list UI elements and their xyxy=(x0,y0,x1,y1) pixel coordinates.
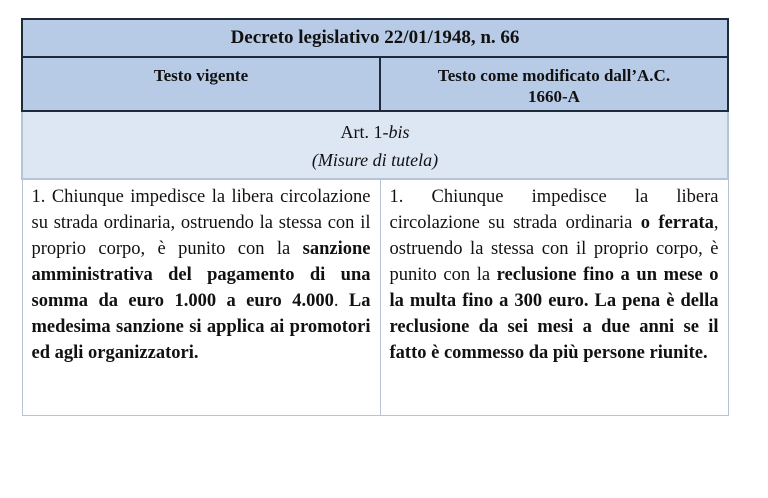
article-number-suffix: bis xyxy=(388,122,410,142)
article-number-prefix: Art. 1- xyxy=(340,122,389,142)
current-text-bold1: sanzione amministrativa del pagamento di una somma da euro 1.000 a euro 4.000 xyxy=(31,239,371,311)
modified-text-bold1: o ferrata xyxy=(640,213,714,233)
modified-text-part2: , ostruendo la stessa con il proprio corpo, è punito con la xyxy=(389,213,719,285)
column-header-modified xyxy=(380,57,728,111)
current-text-part1: 1. Chiunque impedisce la libera circolazione su strada ordinaria, ostruendo la stessa con il proprio corpo, è punito con la xyxy=(31,187,371,259)
column-header-current-label: Testo vigente xyxy=(153,66,249,85)
article-number xyxy=(23,118,727,146)
modified-text-part1: 1. Chiunque impedisce la libera circolazione su strada ordinaria xyxy=(389,187,719,233)
article-heading xyxy=(22,111,728,179)
article-subtitle-text: (Misure di tutela) xyxy=(311,150,439,170)
modified-text-bold2: reclusione fino a un mese o la multa fino a 300 euro. La pena è della reclusione da sei mesi a due anni se il fatto è commesso da più persone riunite. xyxy=(389,265,719,363)
current-text-bold2: La medesima sanzione si applica ai promotori ed agli organizzatori. xyxy=(31,291,371,363)
column-header-current xyxy=(22,57,380,111)
table-title xyxy=(22,19,728,57)
comparison-table xyxy=(21,18,729,416)
article-subtitle xyxy=(23,146,727,174)
modified-text-cell xyxy=(380,179,728,415)
current-text-cell xyxy=(22,179,380,415)
decree-title: Decreto legislativo 22/01/1948, n. 66 xyxy=(230,27,520,48)
column-header-modified-label: Testo come modificato dall’A.C. 1660-A xyxy=(437,66,671,106)
current-text-part2: . xyxy=(333,291,349,311)
